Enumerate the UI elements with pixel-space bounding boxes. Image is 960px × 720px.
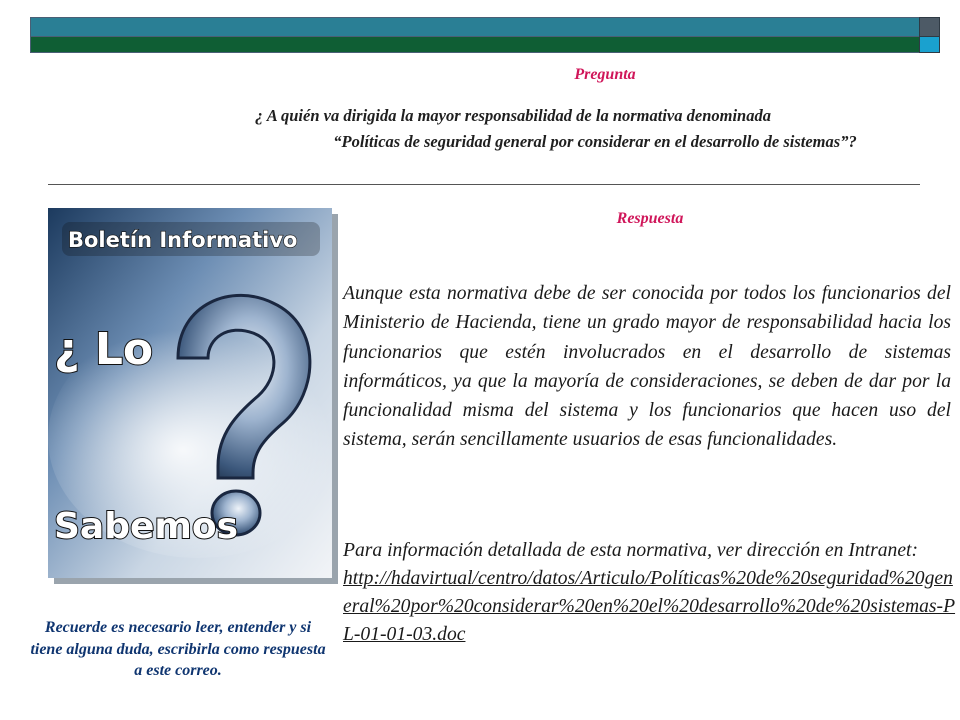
answer-label: Respuesta [616, 210, 684, 227]
divider-line [48, 184, 920, 185]
question-line-1: ¿ A quién va dirigida la mayor responsabilidad de la normativa denominada [255, 106, 771, 125]
poster-line-1: ¿ Lo [54, 324, 154, 375]
intranet-link[interactable]: http://hdavirtual/centro/datos/Articulo/Políticas%20de%20seguridad%20general%20por%20considerar%20en%20el%20desarrollo%20de%20sistemas-PL-01-01-03.doc [343, 568, 956, 645]
info-text: Para información detallada de esta normativa, ver dirección en Intranet: [343, 540, 919, 561]
answer-paragraph: Aunque esta normativa debe de ser conocida por todos los funcionarios del Ministerio de Hacienda, tiene un grado mayor de responsabilidad hacia los funcionarios que estén involucrados en el desarrollo de sistemas informáticos, ya que la mayoría de consideraciones, se deben de dar por la funcionalidad misma del sistema y los funcionarios que hacen uso del sistema, serán sencillamente usuarios de esas funcionalidades. [343, 283, 951, 451]
header-band [30, 37, 940, 53]
poster-title: Boletín Informativo [68, 228, 298, 252]
header-corner-teal [919, 37, 940, 53]
poster-line-2: Sabemos [54, 506, 239, 547]
header-corner-dark [919, 17, 940, 37]
question-line-2: “Políticas de seguridad general por considerar en el desarrollo de sistemas”? [333, 132, 857, 151]
question-label: Pregunta [574, 66, 636, 83]
info-block [343, 537, 958, 649]
bulletin-poster-image [48, 208, 332, 578]
header-bar [30, 17, 940, 37]
question-text [255, 103, 935, 155]
reminder-text: Recuerde es necesario leer, entender y si tiene alguna duda, escribirla como respuesta a este correo. [30, 619, 326, 679]
